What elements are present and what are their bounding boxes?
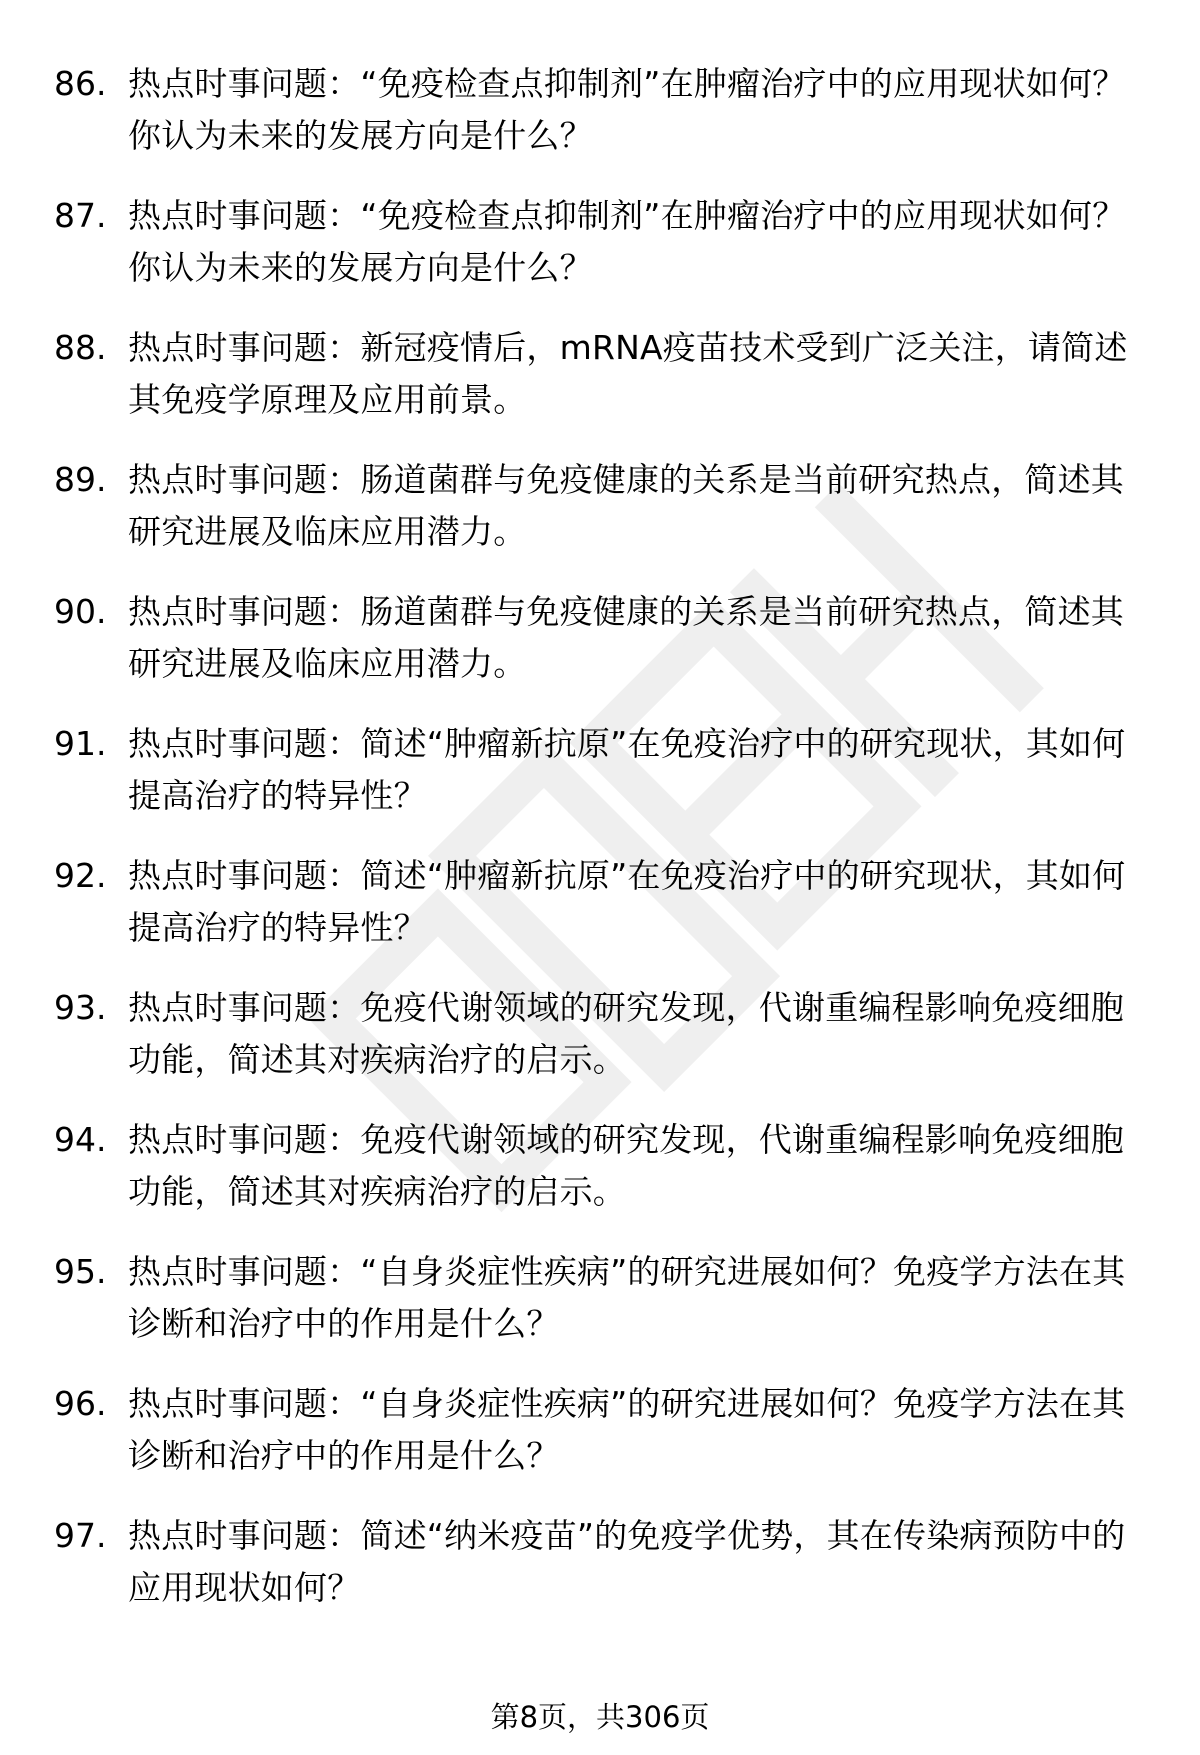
list-item [0, 1510, 1200, 1642]
question-text: 热点时事问题：免疫代谢领域的研究发现，代谢重编程影响免疫细胞功能，简述其对疾病治疗的启示。 [128, 988, 1124, 1079]
list-item [0, 586, 1200, 718]
question-number: 88. [54, 328, 107, 367]
question-text: 热点时事问题：“自身炎症性疾病”的研究进展如何？免疫学方法在其诊断和治疗中的作用是什么？ [128, 1252, 1126, 1343]
question-number: 92. [54, 856, 107, 895]
list-item [0, 58, 1200, 190]
question-number: 94. [54, 1120, 107, 1159]
list-item [0, 322, 1200, 454]
question-text: 热点时事问题：简述“肿瘤新抗原”在免疫治疗中的研究现状，其如何提高治疗的特异性？ [128, 856, 1126, 947]
question-text: 热点时事问题：“免疫检查点抑制剂”在肿瘤治疗中的应用现状如何？你认为未来的发展方向是什么？ [128, 64, 1126, 155]
question-number: 97. [54, 1516, 107, 1555]
list-item [0, 454, 1200, 586]
question-text: 热点时事问题：简述“肿瘤新抗原”在免疫治疗中的研究现状，其如何提高治疗的特异性？ [128, 724, 1126, 815]
page-number-footer: 第8页，共306页 [490, 1700, 710, 1734]
list-item [0, 718, 1200, 850]
question-text: 热点时事问题：新冠疫情后，mRNA疫苗技术受到广泛关注，请简述其免疫学原理及应用前景。 [128, 328, 1128, 419]
question-number: 86. [54, 64, 107, 103]
question-list [0, 58, 1200, 1642]
list-item [0, 1378, 1200, 1510]
list-item [0, 1114, 1200, 1246]
question-text: 热点时事问题：肠道菌群与免疫健康的关系是当前研究热点，简述其研究进展及临床应用潜力。 [128, 592, 1124, 683]
question-text: 热点时事问题：“免疫检查点抑制剂”在肿瘤治疗中的应用现状如何？你认为未来的发展方向是什么？ [128, 196, 1126, 287]
question-number: 90. [54, 592, 107, 631]
question-text: 热点时事问题：“自身炎症性疾病”的研究进展如何？免疫学方法在其诊断和治疗中的作用是什么？ [128, 1384, 1126, 1475]
question-number: 93. [54, 988, 107, 1027]
question-number: 95. [54, 1252, 107, 1291]
list-item [0, 982, 1200, 1114]
question-number: 96. [54, 1384, 107, 1423]
question-text: 热点时事问题：肠道菌群与免疫健康的关系是当前研究热点，简述其研究进展及临床应用潜力。 [128, 460, 1124, 551]
list-item [0, 190, 1200, 322]
question-number: 89. [54, 460, 107, 499]
list-item [0, 850, 1200, 982]
question-text: 热点时事问题：简述“纳米疫苗”的免疫学优势，其在传染病预防中的应用现状如何？ [128, 1516, 1126, 1607]
question-number: 91. [54, 724, 107, 763]
question-number: 87. [54, 196, 107, 235]
list-item [0, 1246, 1200, 1378]
question-text: 热点时事问题：免疫代谢领域的研究发现，代谢重编程影响免疫细胞功能，简述其对疾病治疗的启示。 [128, 1120, 1124, 1211]
